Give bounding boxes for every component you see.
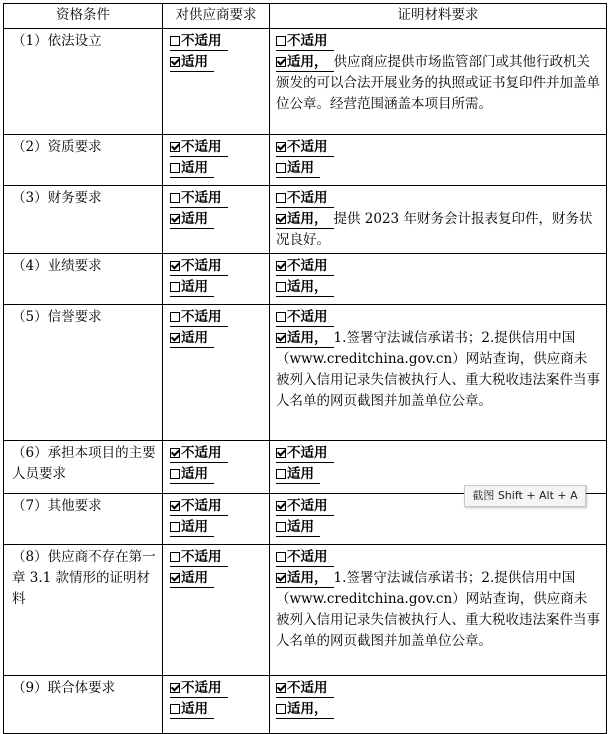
proof-material-cell — [270, 254, 607, 305]
condition-cell: （7）其他要求 — [4, 494, 163, 545]
option-label: 不适用 — [181, 445, 222, 461]
proof-description: 提供 2023 年财务会计报表复印件，财务状况良好。 — [276, 211, 593, 248]
proof-description: 1.签署守法诚信承诺书；2.提供信用中国（www.creditchina.gov.cn）网站查询，供应商未被列入信用记录失信被执行人、重大税收违法案件当事人名单的网页截图并加盖单位公章。 — [276, 570, 600, 649]
checked-option[interactable] — [276, 568, 600, 652]
table-row — [4, 676, 607, 734]
proof-material-cell — [270, 29, 607, 135]
supplier-requirement-cell — [163, 135, 270, 186]
checkbox-icon[interactable] — [170, 282, 180, 292]
proof-description: 供应商应提供市场监管部门或其他行政机关颁发的可以合法开展业务的执照或证书复印件并加盖单位公章。经营范围涵盖本项目所需。 — [276, 54, 600, 112]
checkbox-icon[interactable] — [170, 36, 180, 46]
unchecked-option[interactable] — [276, 464, 600, 485]
checked-option[interactable] — [276, 328, 600, 412]
checkbox-icon[interactable] — [170, 522, 180, 532]
checked-option[interactable] — [276, 256, 600, 277]
checked-option[interactable] — [170, 328, 265, 349]
proof-material-cell — [270, 545, 607, 676]
unchecked-option[interactable] — [170, 699, 265, 720]
checked-checkbox-icon[interactable] — [276, 448, 286, 458]
condition-cell: （1）依法设立 — [4, 29, 163, 135]
checked-checkbox-icon[interactable] — [276, 214, 286, 224]
unchecked-option[interactable] — [276, 158, 600, 179]
table-row — [4, 254, 607, 305]
option-label: 不适用 — [287, 549, 328, 565]
checkbox-icon[interactable] — [276, 193, 286, 203]
option-label: 不适用 — [287, 258, 328, 274]
unchecked-option[interactable] — [170, 307, 265, 328]
checked-checkbox-icon[interactable] — [170, 501, 180, 511]
option-label: 适用， — [287, 701, 328, 717]
proof-material-cell — [270, 676, 607, 734]
checked-checkbox-icon[interactable] — [170, 57, 180, 67]
option-label: 不适用 — [181, 498, 222, 514]
option-label: 适用 — [181, 54, 208, 70]
option-label: 适用 — [181, 570, 208, 586]
checked-checkbox-icon[interactable] — [276, 57, 286, 67]
checked-option[interactable] — [170, 443, 265, 464]
checked-checkbox-icon[interactable] — [170, 573, 180, 583]
table-row — [4, 186, 607, 254]
condition-cell: （8）供应商不存在第一章 3.1 款情形的证明材料 — [4, 545, 163, 676]
option-label: 适用 — [181, 279, 208, 295]
proof-description: 1.签署守法诚信承诺书；2.提供信用中国（www.creditchina.gov.cn）网站查询，供应商未被列入信用记录失信被执行人、重大税收违法案件当事人名单的网页截图并加盖单位公章。 — [276, 330, 600, 409]
option-label: 适用 — [287, 160, 314, 176]
option-label: 适用 — [181, 330, 208, 346]
proof-material-cell — [270, 135, 607, 186]
checkbox-icon[interactable] — [170, 312, 180, 322]
option-label: 不适用 — [181, 190, 222, 206]
checkbox-icon[interactable] — [276, 522, 286, 532]
option-label: 适用 — [287, 519, 314, 535]
option-label: 适用 — [181, 519, 208, 535]
checkbox-icon[interactable] — [276, 704, 286, 714]
checked-option[interactable] — [170, 496, 265, 517]
checked-checkbox-icon[interactable] — [170, 333, 180, 343]
option-label: 适用 — [181, 160, 208, 176]
option-label: 适用 — [181, 211, 208, 227]
supplier-requirement-cell — [163, 186, 270, 254]
header-supplier-requirement: 对供应商要求 — [163, 4, 270, 29]
unchecked-option[interactable] — [170, 158, 265, 179]
checked-option[interactable] — [170, 256, 265, 277]
qualification-table — [3, 3, 607, 734]
option-label: 适用 — [287, 466, 314, 482]
checked-option[interactable] — [276, 678, 600, 699]
checked-checkbox-icon[interactable] — [276, 573, 286, 583]
unchecked-option[interactable] — [276, 517, 600, 538]
checkbox-icon[interactable] — [276, 469, 286, 479]
option-label: 不适用 — [287, 680, 328, 696]
checked-option[interactable] — [276, 443, 600, 464]
unchecked-option[interactable] — [170, 188, 265, 209]
checked-option[interactable] — [276, 137, 600, 158]
condition-cell: （9）联合体要求 — [4, 676, 163, 734]
supplier-requirement-cell — [163, 676, 270, 734]
checkbox-icon[interactable] — [276, 163, 286, 173]
option-label: 适用， — [287, 54, 328, 70]
option-label: 适用， — [287, 211, 328, 227]
option-label: 适用 — [181, 466, 208, 482]
table-row — [4, 545, 607, 676]
checkbox-icon[interactable] — [170, 193, 180, 203]
table-header-row — [4, 4, 607, 29]
unchecked-option[interactable] — [276, 307, 600, 328]
checkbox-icon[interactable] — [170, 704, 180, 714]
checked-option[interactable] — [170, 568, 265, 589]
checked-checkbox-icon[interactable] — [276, 142, 286, 152]
unchecked-option[interactable] — [170, 277, 265, 298]
checked-checkbox-icon[interactable] — [276, 501, 286, 511]
header-proof-material: 证明材料要求 — [270, 4, 607, 29]
supplier-requirement-cell — [163, 29, 270, 135]
supplier-requirement-cell — [163, 254, 270, 305]
option-label: 不适用 — [287, 309, 328, 325]
checkbox-icon[interactable] — [170, 469, 180, 479]
option-label: 不适用 — [287, 445, 328, 461]
option-label: 不适用 — [287, 498, 328, 514]
checkbox-icon[interactable] — [276, 552, 286, 562]
checked-option[interactable] — [276, 52, 600, 115]
condition-cell: （3）财务要求 — [4, 186, 163, 254]
supplier-requirement-cell — [163, 305, 270, 441]
option-label: 不适用 — [181, 680, 222, 696]
unchecked-option[interactable] — [276, 277, 600, 298]
supplier-requirement-cell — [163, 494, 270, 545]
checked-option[interactable] — [170, 678, 265, 699]
unchecked-option[interactable] — [170, 31, 265, 52]
supplier-requirement-cell — [163, 441, 270, 494]
supplier-requirement-cell — [163, 545, 270, 676]
unchecked-option[interactable] — [276, 188, 600, 209]
condition-cell: （2）资质要求 — [4, 135, 163, 186]
option-label: 不适用 — [181, 309, 222, 325]
option-label: 不适用 — [287, 190, 328, 206]
checked-checkbox-icon[interactable] — [170, 142, 180, 152]
unchecked-option[interactable] — [170, 547, 265, 568]
checked-checkbox-icon[interactable] — [170, 261, 180, 271]
checked-checkbox-icon[interactable] — [276, 333, 286, 343]
checkbox-icon[interactable] — [276, 282, 286, 292]
checked-option[interactable] — [170, 137, 265, 158]
option-label: 不适用 — [181, 258, 222, 274]
condition-cell: （5）信誉要求 — [4, 305, 163, 441]
option-label: 适用， — [287, 570, 328, 586]
checkbox-icon[interactable] — [170, 163, 180, 173]
checkbox-icon[interactable] — [276, 312, 286, 322]
checked-checkbox-icon[interactable] — [170, 448, 180, 458]
checkbox-icon[interactable] — [170, 552, 180, 562]
option-label: 不适用 — [287, 139, 328, 155]
unchecked-option[interactable] — [276, 547, 600, 568]
checked-option[interactable] — [170, 209, 265, 230]
checked-checkbox-icon[interactable] — [276, 261, 286, 271]
option-label: 不适用 — [181, 139, 222, 155]
unchecked-option[interactable] — [170, 464, 265, 485]
table-row — [4, 29, 607, 135]
screenshot-shortcut-tooltip: 截图 Shift + Alt + A — [464, 485, 586, 507]
condition-cell: （4）业绩要求 — [4, 254, 163, 305]
condition-cell: （6）承担本项目的主要人员要求 — [4, 441, 163, 494]
option-label: 适用， — [287, 330, 328, 346]
checked-checkbox-icon[interactable] — [170, 683, 180, 693]
checked-checkbox-icon[interactable] — [170, 214, 180, 224]
proof-material-cell — [270, 305, 607, 441]
checked-checkbox-icon[interactable] — [276, 683, 286, 693]
checked-option[interactable] — [170, 52, 265, 73]
table-row — [4, 305, 607, 441]
checked-option[interactable] — [276, 209, 600, 251]
option-label: 不适用 — [181, 33, 222, 49]
checkbox-icon[interactable] — [276, 36, 286, 46]
table-row — [4, 135, 607, 186]
option-label: 不适用 — [287, 33, 328, 49]
option-label: 适用 — [181, 701, 208, 717]
proof-material-cell — [270, 186, 607, 254]
header-condition: 资格条件 — [4, 4, 163, 29]
unchecked-option[interactable] — [276, 699, 600, 720]
option-label: 适用， — [287, 279, 328, 295]
unchecked-option[interactable] — [276, 31, 600, 52]
unchecked-option[interactable] — [170, 517, 265, 538]
option-label: 不适用 — [181, 549, 222, 565]
